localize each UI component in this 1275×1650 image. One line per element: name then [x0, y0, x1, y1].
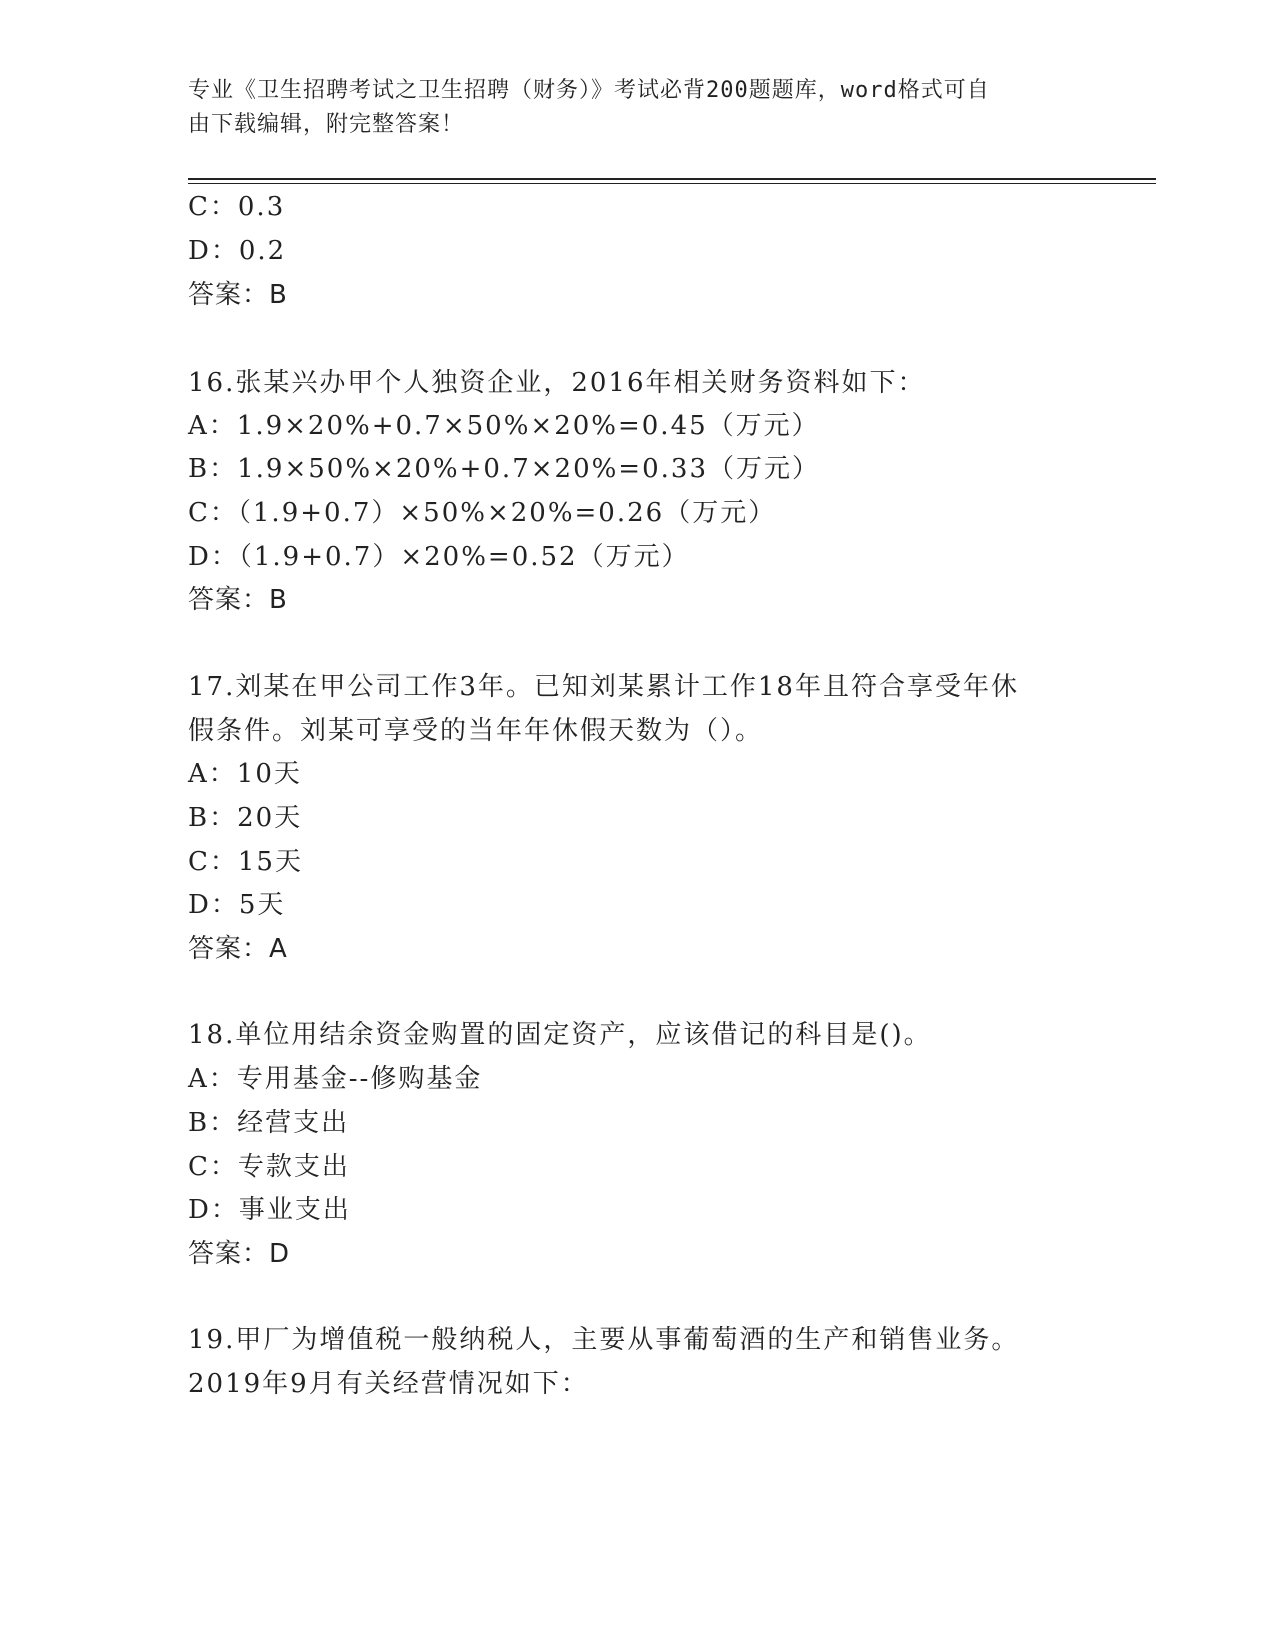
q15-option-c: C：0.3: [188, 192, 286, 222]
q17-option-c: C：15天: [188, 847, 303, 877]
q16-answer: 答案：B: [188, 585, 288, 615]
header-line-1: 专业《卫生招聘考试之卫生招聘（财务）》考试必背200题题库，word格式可自: [188, 78, 990, 103]
header-rule-thick: [188, 178, 1156, 180]
q17-option-a: A：10天: [188, 759, 302, 789]
q17-option-b: B：20天: [188, 803, 303, 833]
q17-stem-line-1: 17.刘某在甲公司工作3年。已知刘某累计工作18年且符合享受年休: [188, 672, 1019, 702]
q18-option-b: B：经营支出: [188, 1108, 350, 1138]
q19-stem-line-1: 19.甲厂为增值税一般纳税人，主要从事葡萄酒的生产和销售业务。: [188, 1325, 1020, 1355]
q18-stem: 18.单位用结余资金购置的固定资产，应该借记的科目是()。: [188, 1020, 932, 1050]
header-rule-thin: [188, 183, 1156, 184]
q16-option-a: A：1.9×20%+0.7×50%×20%=0.45（万元）: [188, 411, 820, 441]
header-line-2: 由下载编辑，附完整答案！: [188, 112, 465, 137]
q16-stem: 16.张某兴办甲个人独资企业，2016年相关财务资料如下：: [188, 368, 926, 398]
document-header: [188, 74, 1088, 142]
q19-stem-line-2: 2019年9月有关经营情况如下：: [188, 1369, 589, 1399]
q15-answer: 答案：B: [188, 280, 288, 310]
q18-answer: 答案：D: [188, 1239, 291, 1269]
q16-option-d: D：（1.9+0.7）×20%=0.52（万元）: [188, 542, 690, 572]
q18-option-a: A：专用基金--修购基金: [188, 1064, 483, 1094]
q18-option-d: D：事业支出: [188, 1195, 351, 1225]
q18-option-c: C：专款支出: [188, 1152, 350, 1182]
q16-option-c: C：（1.9+0.7）×50%×20%=0.26（万元）: [188, 498, 777, 528]
q16-option-b: B：1.9×50%×20%+0.7×20%=0.33（万元）: [188, 454, 820, 484]
q17-stem-line-2: 假条件。刘某可享受的当年年休假天数为（）。: [188, 716, 764, 746]
q15-option-d: D：0.2: [188, 236, 287, 266]
q17-option-d: D：5天: [188, 890, 286, 920]
q17-answer: 答案：A: [188, 934, 288, 964]
